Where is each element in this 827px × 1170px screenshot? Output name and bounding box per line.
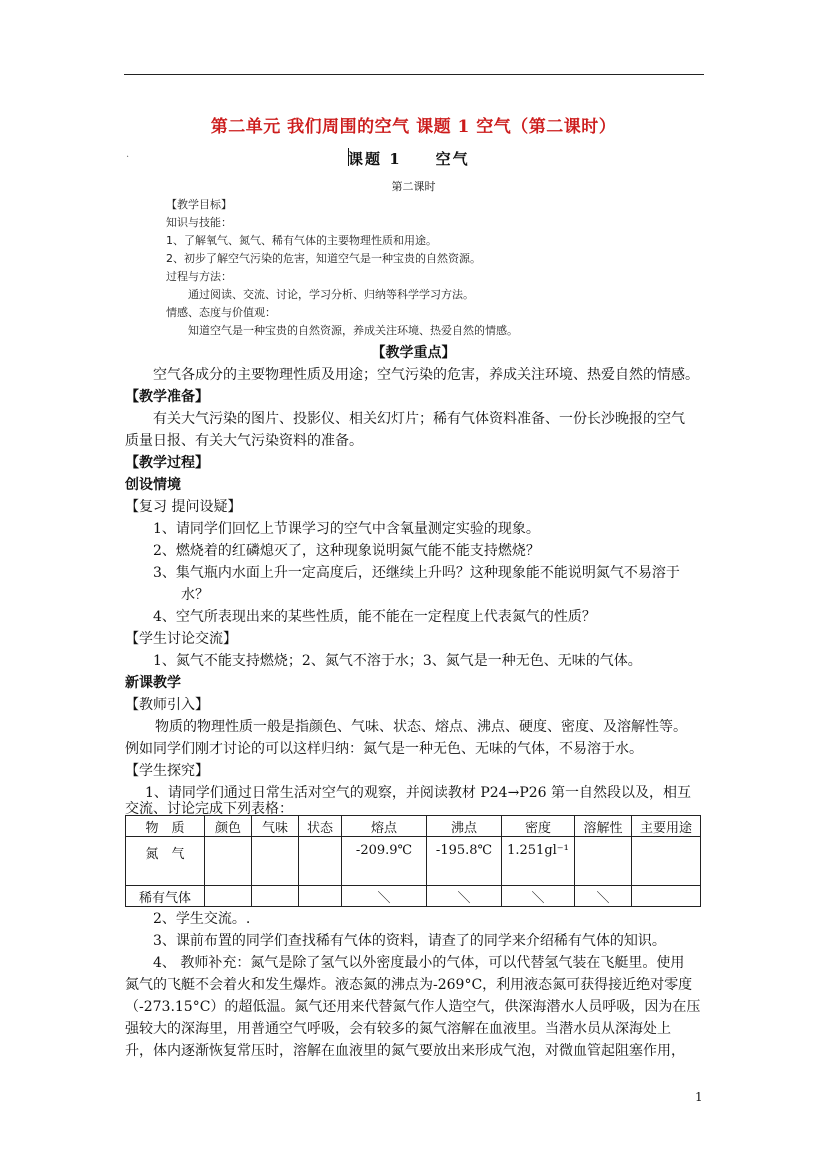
after-table-text: 强较大的深海里，用普通空气呼吸，会有较多的氮气溶解在血液里。当潜水员从深海处上 <box>125 1021 671 1037</box>
header-rule <box>124 74 704 75</box>
objectives-line: 2、初步了解空气污染的危害，知道空气是一种宝贵的自然资源。 <box>166 252 481 265</box>
objectives-line: 1、了解氧气、氮气、稀有气体的主要物理性质和用途。 <box>166 234 437 247</box>
prep-text: 有关大气污染的图片、投影仪、相关幻灯片；稀有气体资料准备、一份长沙晚报的空气 <box>153 411 685 427</box>
key-points-heading: 【教学重点】 <box>371 345 456 361</box>
lesson-title: 课题 1 空气 <box>348 150 470 168</box>
after-table-text: 升，体内逐渐恢复常压时，溶解在血液里的氮气要放出来形成气泡，对微血管起阻塞作用， <box>125 1043 685 1059</box>
after-table-text: （-273.15°C）的超低温。氮气还用来代替氮气作人造空气，供深海潜水人员呼吸，因为在压 <box>125 999 701 1015</box>
objectives-line: 过程与方法： <box>166 270 232 283</box>
prep-heading: 【教学准备】 <box>125 389 209 405</box>
table-header-cell: 沸点 <box>427 816 502 837</box>
question: 3、集气瓶内水面上升一定高度后，还继续上升吗？这种现象能不能说明氮气不易溶于 <box>153 565 680 581</box>
after-table-text: 2、学生交流。. <box>153 911 251 927</box>
table-cell <box>632 886 701 907</box>
table-header-cell: 物 质 <box>126 816 205 837</box>
table-cell: ＼ <box>575 886 632 907</box>
table-header-cell: 熔点 <box>342 816 427 837</box>
table-cell <box>205 886 252 907</box>
table-header-cell: 密度 <box>502 816 575 837</box>
teacher-intro-heading: 【教师引入】 <box>125 697 209 713</box>
intro-text: 物质的物理性质一般是指颜色、气味、状态、熔点、沸点、硬度、密度、及溶解性等。 <box>155 719 687 735</box>
table-cell <box>252 837 299 886</box>
table-cell: 氮 气 <box>126 837 205 886</box>
table-cell <box>575 837 632 886</box>
table-cell <box>205 837 252 886</box>
after-table-text: 4、 教师补充：氮气是除了氢气以外密度最小的气体，可以代替氢气装在飞艇里。使用 <box>153 955 685 971</box>
document-title: 第二单元 我们周围的空气 课题 1 空气（第二课时） <box>210 117 617 137</box>
table-cell <box>632 837 701 886</box>
explore-text: 1、请同学们通过日常生活对空气的观察，并阅读教材 P24→P26 第一自然段以及，相互 <box>145 785 692 801</box>
table-cell: 稀有气体 <box>126 886 205 907</box>
table-header-cell: 主要用途 <box>632 816 701 837</box>
table-header-cell: 气味 <box>252 816 299 837</box>
table-header-row <box>126 816 701 837</box>
explore-text: 交流、讨论完成下列表格： <box>125 801 293 817</box>
question: 水？ <box>181 587 209 603</box>
discussion-text: 1、氮气不能支持燃烧；2、氮气不溶于水；3、氮气是一种无色、无味的气体。 <box>153 653 642 669</box>
objectives-line: 知道空气是一种宝贵的自然资源，养成关注环境、热爱自然的情感。 <box>188 324 518 337</box>
lesson-period: 第二课时 <box>391 180 436 193</box>
table-cell: 1.251gl⁻¹ <box>502 837 575 886</box>
table-row <box>126 837 701 886</box>
table-cell <box>299 837 342 886</box>
table-cell <box>299 886 342 907</box>
bullet-mark: · <box>126 152 130 163</box>
table-cell: -195.8℃ <box>427 837 502 886</box>
review-heading: 【复习 提问设疑】 <box>125 499 242 515</box>
table-cell: ＼ <box>342 886 427 907</box>
new-lesson-heading: 新课教学 <box>125 675 181 691</box>
process-heading: 【教学过程】 <box>125 455 209 471</box>
objectives-line: 通过阅读、交流、讨论，学习分析、归纳等科学学习方法。 <box>188 288 474 301</box>
prep-text: 质量日报、有关大气污染资料的准备。 <box>125 433 363 449</box>
after-table-text: 氮气的飞艇不会着火和发生爆炸。液态氮的沸点为-269°C，利用液态氮可获得接近绝对零度 <box>125 977 693 993</box>
objectives-line: 情感、态度与价值观： <box>166 306 276 319</box>
gas-properties-table <box>125 815 701 907</box>
key-points-text: 空气各成分的主要物理性质及用途；空气污染的危害，养成关注环境、热爱自然的情感。 <box>153 367 699 383</box>
table-cell <box>252 886 299 907</box>
table-row <box>126 886 701 907</box>
explore-heading: 【学生探究】 <box>125 763 209 779</box>
after-table-text: 3、课前布置的同学们查找稀有气体的资料，请查了的同学来介绍稀有气体的知识。 <box>153 933 666 949</box>
question: 4、空气所表现出来的某些性质，能不能在一定程度上代表氮气的性质？ <box>153 609 596 625</box>
table-header-cell: 状态 <box>299 816 342 837</box>
question: 2、燃烧着的红磷熄灭了，这种现象说明氮气能不能支持燃烧？ <box>153 543 540 559</box>
objectives-heading: 【教学目标】 <box>166 198 232 211</box>
objectives-line: 知识与技能： <box>166 216 232 229</box>
table-header-cell: 颜色 <box>205 816 252 837</box>
table-cell: ＼ <box>502 886 575 907</box>
page-number: 1 <box>695 1090 703 1104</box>
scenario-heading: 创设情境 <box>125 477 181 493</box>
question: 1、请同学们回忆上节课学习的空气中含氧量测定实验的现象。 <box>153 521 540 537</box>
table-cell: ＼ <box>427 886 502 907</box>
discussion-heading: 【学生讨论交流】 <box>125 631 237 647</box>
scanned-objectives-block <box>126 140 701 342</box>
table-header-cell: 溶解性 <box>575 816 632 837</box>
intro-text: 例如同学们刚才讨论的可以这样归纳：氮气是一种无色、无味的气体，不易溶于水。 <box>125 741 643 757</box>
table-cell: -209.9℃ <box>342 837 427 886</box>
